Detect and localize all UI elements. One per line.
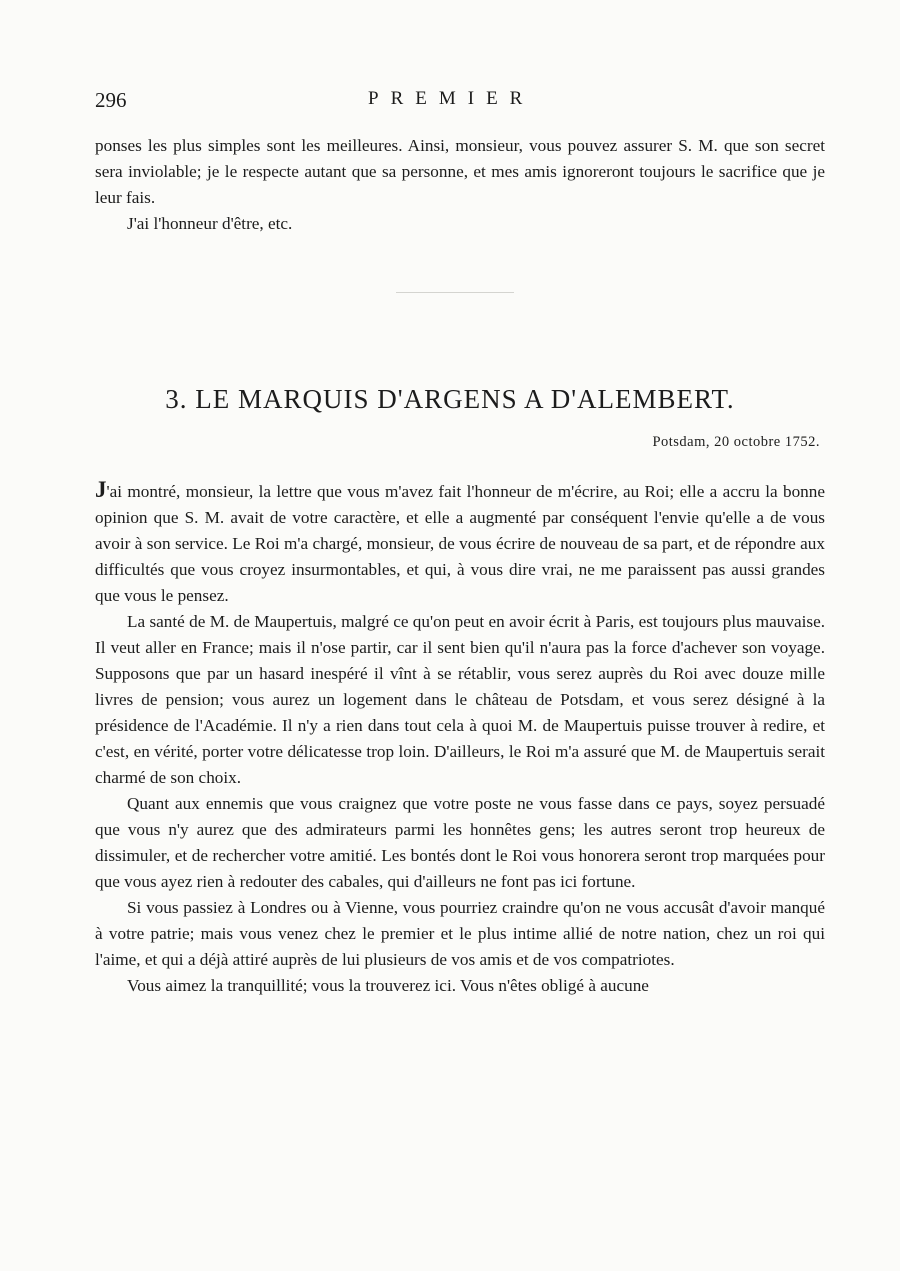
first-paragraph-text: 'ai montré, monsieur, la lettre que vous m'avez fait l'honneur de m'écrire, au Roi; elle a accru la bonne opinion que S. M. avait de votre caractère, et elle a augmenté par conséquent l'envie qu'elle a de vous avoir à son service. Le Roi m'a chargé, monsieur, de vous écrire de nouveau de sa part, et de répondre aux difficultés que vous croyez insurmontables, et qui, à vous dire vrai, ne me paraissent pas aussi grandes que vous le pensez. [95,482,825,605]
letter-paragraph: Quant aux ennemis que vous craignez que votre poste ne vous fasse dans ce pays, soyez persuadé que vous n'y aurez que des admirateurs parmi les honnêtes gens; les autres seront trop heureux de dissimuler, et de rechercher votre amitié. Les bontés dont le Roi vous honorera seront trop marquées pour que vous ayez rien à redouter des cabales, qui d'ailleurs ne font pas ici fortune. [95,794,825,891]
letter-paragraph: Vous aimez la tranquillité; vous la trouverez ici. Vous n'êtes obligé à aucune [127,976,649,995]
letter-title: 3. LE MARQUIS D'ARGENS A D'ALEMBERT. [165,384,735,414]
running-head: PREMIER [368,88,535,109]
previous-letter-ending [95,133,825,237]
letter-dateline: Potsdam, 20 octobre 1752. [652,434,820,450]
letter-paragraph: La santé de M. de Maupertuis, malgré ce qu'on peut en avoir écrit à Paris, est toujours plus mauvaise. Il veut aller en France; mais il n'ose partir, car il sent bien qu'il n'aura pas la force d'achever son voyage. Supposons que par un hasard inespéré il vînt à se rétablir, vous serez auprès du Roi avec douze mille livres de pension; vous aurez un logement dans le château de Potsdam, et vous serez désigné à la présidence de l'Académie. Il n'y a rien dans tout cela à quoi M. de Maupertuis puisse trouver à redire, et c'est, en vérité, porter votre délicatesse trop loin. D'ailleurs, le Roi m'a assuré que M. de Maupertuis serait charmé de son choix. [95,612,825,787]
letter-paragraph [95,477,825,609]
letter-paragraph: Si vous passiez à Londres ou à Vienne, vous pourriez craindre qu'on ne vous accusât d'avoir manqué à votre patrie; mais vous venez chez le premier et le plus intime allié de notre nation, chez un roi qui l'aime, et qui a déjà attiré auprès de lui plusieurs de vos amis et de vos compatriotes. [95,898,825,969]
section-divider [396,292,514,293]
letter-body [95,477,825,999]
page-number: 296 [95,88,127,112]
continuation-paragraph: ponses les plus simples sont les meilleures. Ainsi, monsieur, vous pouvez assurer S. M. que son secret sera inviolable; je le respecte autant que sa personne, et mes amis ignoreront toujours le sacrifice que je leur fais. [95,136,825,207]
initial-letter: J [95,477,107,502]
closing-formula: J'ai l'honneur d'être, etc. [127,214,293,233]
